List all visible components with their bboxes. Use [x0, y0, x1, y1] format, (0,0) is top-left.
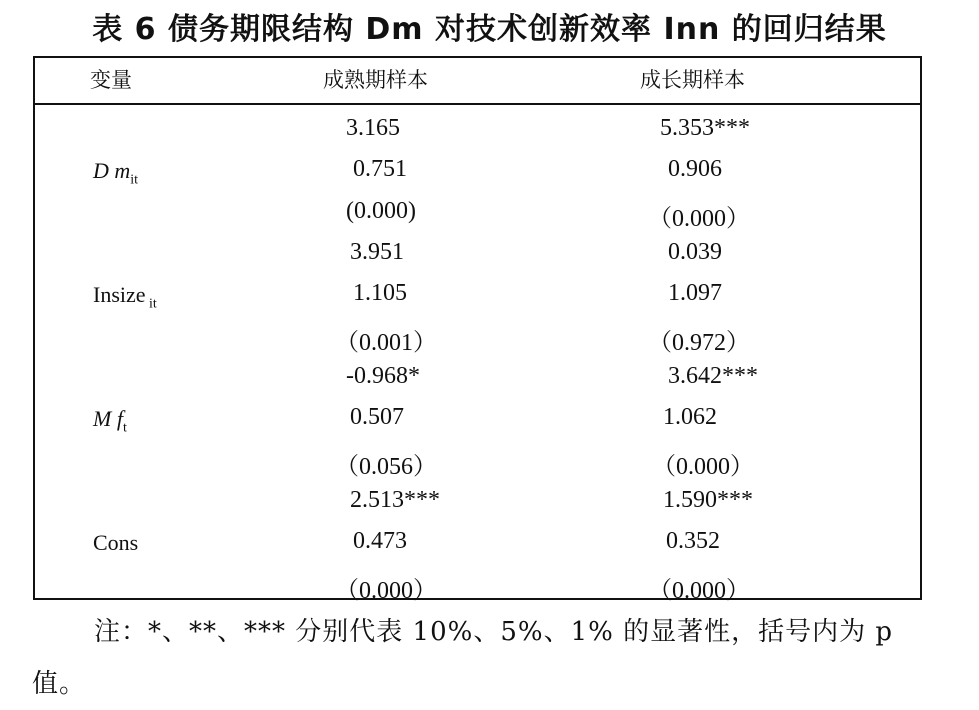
table-cell: 0.473 — [353, 528, 407, 554]
table-cell: -0.968* — [346, 363, 420, 389]
table-cell: （0.000） — [648, 578, 750, 604]
table-cell: 0.039 — [668, 239, 722, 265]
table-cell: 3.951 — [350, 239, 404, 265]
table-cell: （0.001） — [335, 330, 437, 356]
table-cell: 0.906 — [668, 156, 722, 182]
table-cell: （0.972） — [648, 330, 750, 356]
table-cell: 0.751 — [353, 156, 407, 182]
table-cell: （0.000） — [652, 454, 754, 480]
variable-label: Insize $_{it}$ — [93, 282, 157, 312]
table-cell: 0.352 — [666, 528, 720, 554]
table-cell: 5.353*** — [660, 115, 750, 141]
table-cell: 1.062 — [663, 404, 717, 430]
table-cell: 1.105 — [353, 280, 407, 306]
header-variable: 变量 — [90, 68, 132, 92]
table-note: 注：*、**、*** 分别代表 10%、5%、1% 的显著性，括号内为 p 值。 — [32, 617, 893, 699]
table-cell: 0.507 — [350, 404, 404, 430]
table-cell: （0.056） — [335, 454, 437, 480]
table-cell: 2.513*** — [350, 487, 440, 513]
header-mature-sample: 成熟期样本 — [323, 68, 428, 92]
table-cell: 1.097 — [668, 280, 722, 306]
table-title: 表 6 债务期限结构 Dm 对技术创新效率 Inn 的回归结果 — [92, 12, 887, 47]
table-cell: 3.642*** — [668, 363, 758, 389]
table-cell: 3.165 — [346, 115, 400, 141]
table-cell: 1.590*** — [663, 487, 753, 513]
table-cell: (0.000) — [346, 198, 416, 224]
variable-label: Cons — [93, 530, 139, 555]
table-cell: （0.000） — [335, 578, 437, 604]
regression-table — [33, 56, 922, 600]
header-growth-sample: 成长期样本 — [640, 68, 745, 92]
variable-label: M $f_t$ — [93, 406, 127, 436]
variable-label: D $m_{it}$ — [93, 158, 139, 188]
header-rule — [33, 103, 922, 105]
table-cell: （0.000） — [648, 206, 750, 232]
